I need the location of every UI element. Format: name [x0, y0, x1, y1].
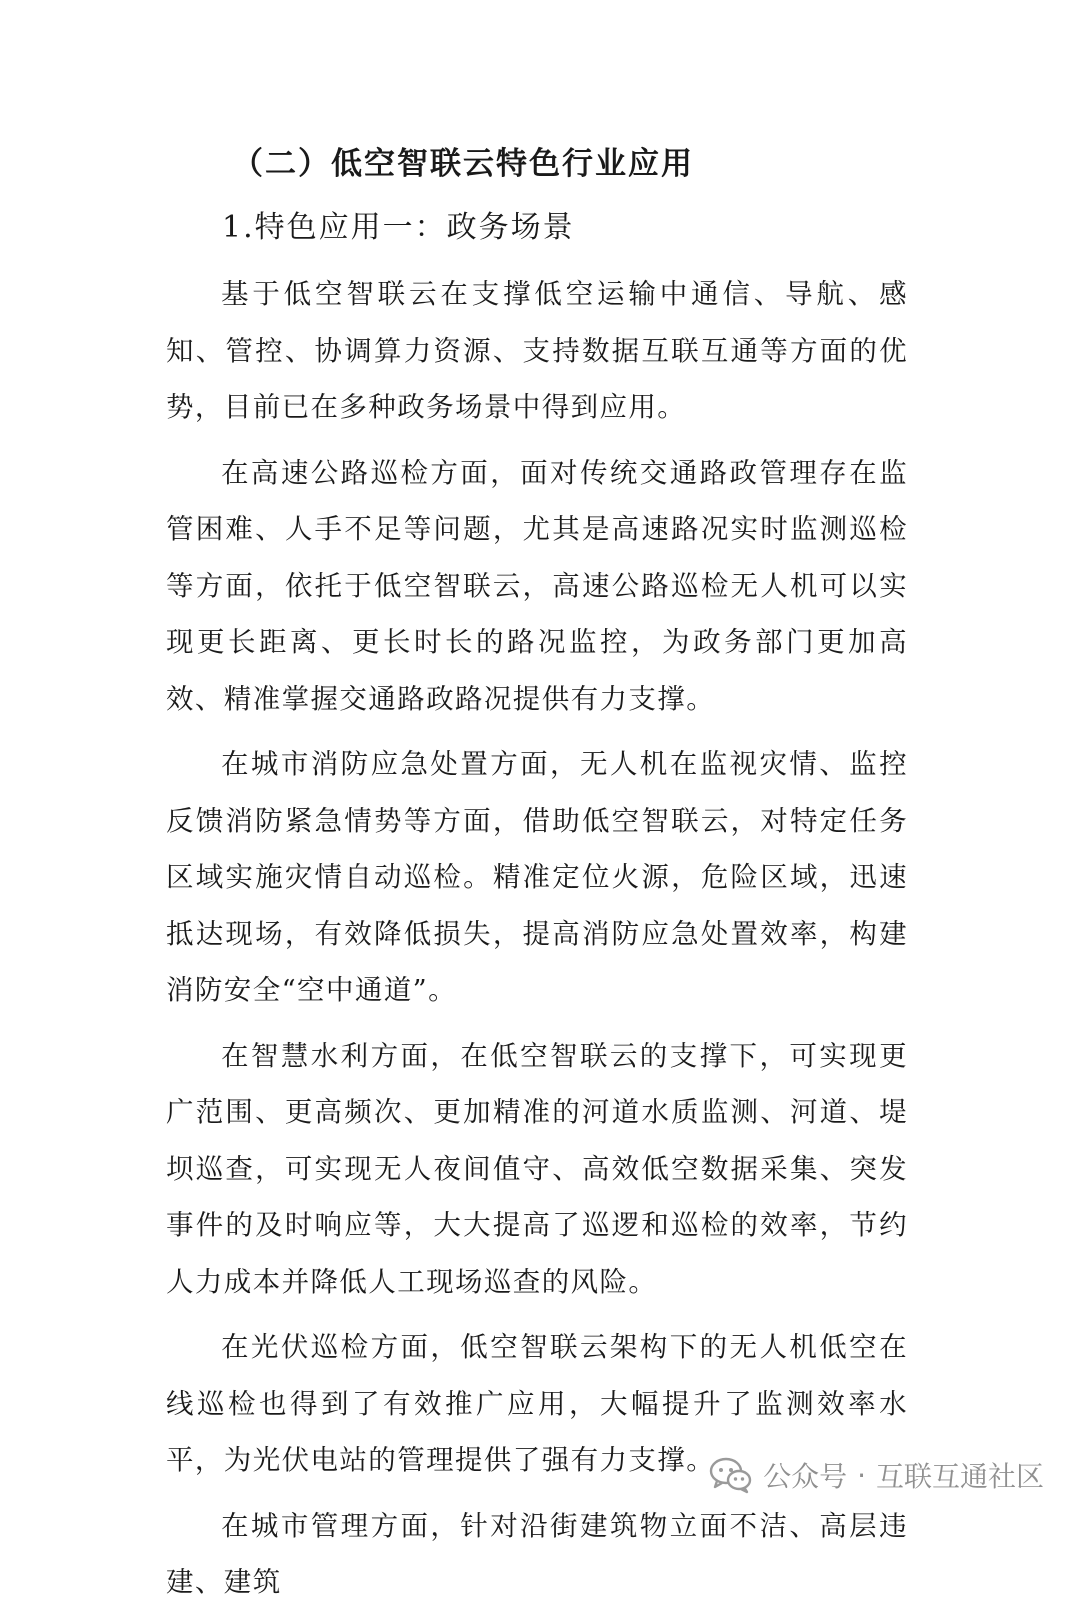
watermark-account: 互联互通社区	[875, 1460, 1044, 1493]
wechat-icon	[709, 1456, 753, 1494]
paragraph: 在高速公路巡检方面，面对传统交通路政管理存在监管困难、人手不足等问题，尤其是高速路况实时监测巡检等方面，依托于低空智联云，高速公路巡检无人机可以实现更长距离、更长时长的路况监控，为政务部门更加高效、精准掌握交通路政路况提供有力支撑。	[166, 456, 908, 715]
watermark-prefix: 公众号	[763, 1460, 848, 1493]
paragraph: 在城市消防应急处置方面，无人机在监视灾情、监控反馈消防紧急情势等方面，借助低空智联云，对特定任务区域实施灾情自动巡检。精准定位火源，危险区域，迅速抵达现场，有效降低损失，提高消防应急处置效率，构建消防安全“空中通道”。	[166, 748, 908, 1006]
watermark-separator: ·	[857, 1458, 866, 1492]
paragraph: 基于低空智联云在支撑低空运输中通信、导航、感知、管控、协调算力资源、支持数据互联互通等方面的优势，目前已在多种政务场景中得到应用。	[166, 278, 908, 423]
paragraph: 在光伏巡检方面，低空智联云架构下的无人机低空在线巡检也得到了有效推广应用，大幅提升了监测效率水平，为光伏电站的管理提供了强有力支撑。	[166, 1331, 908, 1476]
subsection-title: 1.特色应用一：政务场景	[222, 210, 575, 245]
watermark	[709, 1455, 1044, 1495]
body-text	[166, 266, 908, 1620]
section-title: （二）低空智联云特色行业应用	[232, 146, 694, 182]
paragraph: 在城市管理方面，针对沿街建筑物立面不洁、高层违建、建筑	[166, 1509, 908, 1598]
paragraph: 在智慧水利方面，在低空智联云的支撑下，可实现更广范围、更高频次、更加精准的河道水质监测、河道、堤坝巡查，可实现无人夜间值守、高效低空数据采集、突发事件的及时响应等，大大提高了巡逻和巡检的效率，节约人力成本并降低人工现场巡查的风险。	[166, 1039, 908, 1298]
